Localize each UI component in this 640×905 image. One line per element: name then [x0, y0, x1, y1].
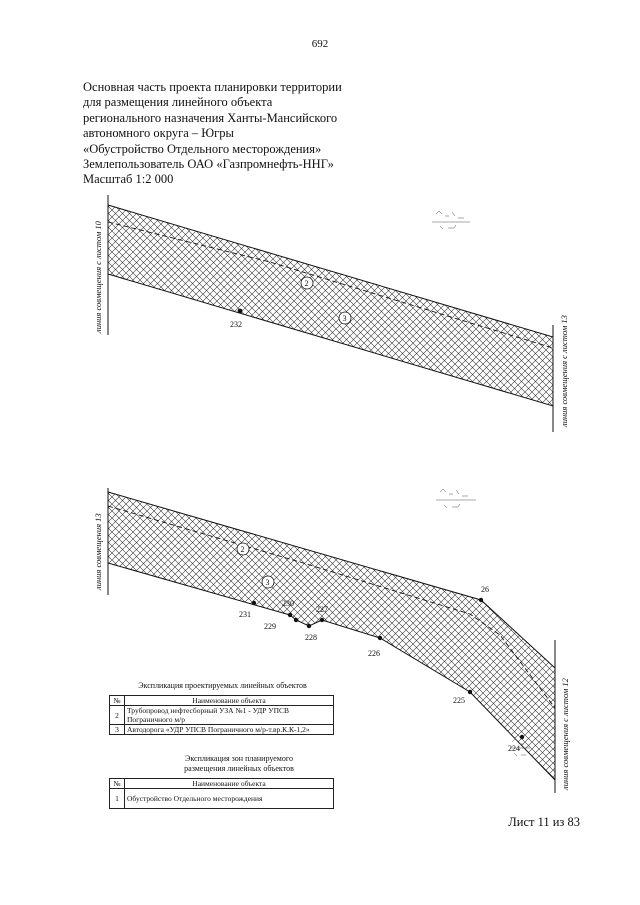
elevation-mark-icon — [436, 489, 476, 508]
table-row — [110, 706, 334, 725]
planned-zone-top — [108, 205, 553, 406]
header-line: регионального назначения Ханты-Мансийского — [83, 110, 338, 125]
elevation-mark-icon — [432, 211, 470, 229]
page-number: 692 — [311, 38, 329, 50]
point-label: 229 — [264, 622, 276, 631]
match-line-label: линия совмещения с листом 13 — [559, 315, 569, 427]
table-header-cell: Наименование объекта — [125, 779, 334, 789]
table2 — [109, 778, 334, 809]
point-label: 231 — [239, 610, 251, 619]
object-label: 3 — [265, 578, 270, 587]
point-label: 228 — [305, 633, 317, 642]
header-line: автономного округа – Югры — [83, 126, 234, 141]
header-line: для размещения линейного объекта — [83, 95, 273, 110]
boundary-point — [468, 690, 472, 694]
header-line: Землепользователь ОАО «Газпромнефть-ННГ» — [83, 157, 334, 172]
header-line: Основная часть проекта планировки территории — [83, 80, 342, 94]
table-header-row — [110, 779, 334, 789]
boundary-point — [378, 636, 382, 640]
boundary-point — [288, 613, 292, 617]
boundary-point — [479, 598, 483, 602]
table-cell-name: Трубопровод нефтесборный УЗА №1 - УДР УПСВ Пограничного м/р — [125, 706, 334, 725]
table-cell-num: 1 — [110, 789, 125, 809]
table-row — [110, 725, 334, 735]
scale-line: Масштаб 1:2 000 — [83, 172, 174, 187]
table-row — [110, 789, 334, 809]
object-label: 3 — [342, 314, 347, 323]
boundary-point — [238, 309, 243, 314]
boundary-point — [252, 601, 256, 605]
point-label: 230 — [282, 599, 294, 608]
match-line-label: линия совмещения 13 — [93, 513, 103, 590]
table-header-cell: № — [110, 696, 125, 706]
point-label: 225 — [453, 696, 465, 705]
object-label: 2 — [240, 545, 245, 554]
table-cell-name: Автодорога «УДР УПСВ Пограничного м/р-т.вр.К.К-1,2» — [125, 725, 334, 735]
match-line-label: линия совмещения с листом 12 — [560, 678, 570, 790]
match-line-label: линия совмещения с листом 10 — [93, 221, 103, 333]
table2-title: Экспликация зон планируемого размещения линейных объектов — [184, 754, 294, 773]
point-label: 232 — [230, 320, 242, 329]
boundary-point — [294, 618, 298, 622]
table-header-cell: Наименование объекта — [125, 696, 334, 706]
table-cell-name: Обустройство Отдельного месторождения — [125, 789, 334, 809]
planned-zone-bottom — [108, 492, 555, 780]
header-line: «Обустройство Отдельного месторождения» — [83, 141, 322, 156]
table-header-row — [110, 696, 334, 706]
table-cell-num: 2 — [110, 706, 125, 725]
object-label: 2 — [304, 279, 309, 288]
point-label: 227 — [316, 605, 328, 614]
point-label: 26 — [481, 585, 489, 594]
point-label: 226 — [368, 649, 380, 658]
table1 — [109, 695, 334, 735]
boundary-point — [307, 624, 311, 628]
table-cell-num: 3 — [110, 725, 125, 735]
sheet-number: Лист 11 из 83 — [508, 815, 580, 829]
point-label: 224 — [508, 744, 520, 753]
boundary-point — [320, 618, 324, 622]
boundary-point — [520, 735, 524, 739]
table1-title: Экспликация проектируемых линейных объектов — [138, 681, 307, 690]
table-header-cell: № — [110, 779, 125, 789]
